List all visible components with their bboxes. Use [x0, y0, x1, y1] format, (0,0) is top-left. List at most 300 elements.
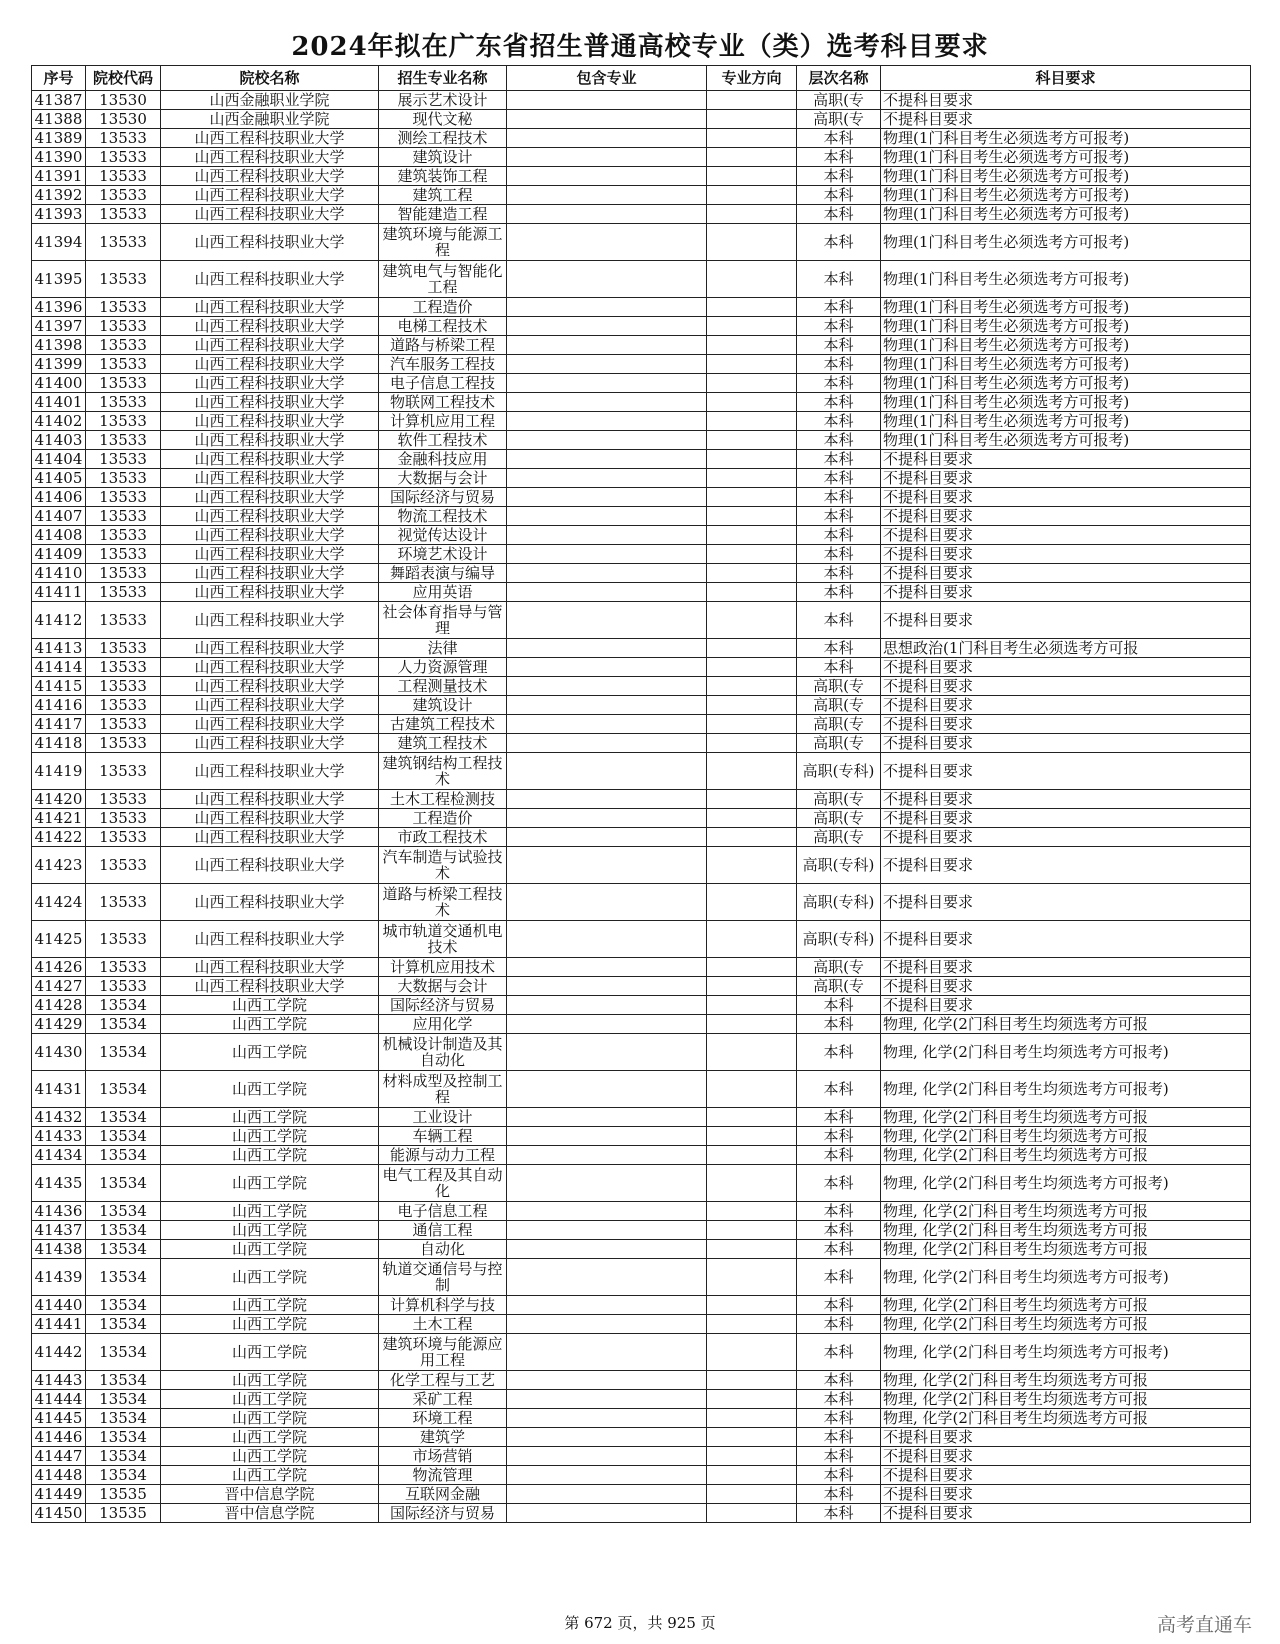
- major-name: 建筑环境与能源应用工程: [379, 1334, 507, 1371]
- table-row: [32, 374, 1251, 393]
- level-name: 本科: [797, 1015, 881, 1034]
- major-direction: [707, 1071, 797, 1108]
- major-name: 能源与动力工程: [379, 1146, 507, 1165]
- table-row: [32, 110, 1251, 129]
- included-majors: [507, 1447, 707, 1466]
- row-number: 41389: [32, 129, 86, 148]
- major-name: 智能建造工程: [379, 205, 507, 224]
- major-direction: [707, 129, 797, 148]
- table-row: [32, 224, 1251, 261]
- included-majors: [507, 374, 707, 393]
- level-name: 高职(专科): [797, 921, 881, 958]
- subject-requirement: 不提科目要求: [881, 91, 1251, 110]
- table-row: [32, 1371, 1251, 1390]
- school-name: 山西工程科技职业大学: [161, 507, 379, 526]
- included-majors: [507, 261, 707, 298]
- major-name: 建筑钢结构工程技术: [379, 753, 507, 790]
- included-majors: [507, 431, 707, 450]
- row-number: 41450: [32, 1504, 86, 1523]
- school-code: 13534: [86, 1371, 161, 1390]
- school-name: 山西工程科技职业大学: [161, 355, 379, 374]
- watermark-label: 高考直通车: [1156, 1614, 1252, 1636]
- table-row: [32, 677, 1251, 696]
- school-name: 山西工程科技职业大学: [161, 715, 379, 734]
- school-code: 13534: [86, 1428, 161, 1447]
- table-row: [32, 450, 1251, 469]
- included-majors: [507, 809, 707, 828]
- table-row: [32, 1485, 1251, 1504]
- major-direction: [707, 1259, 797, 1296]
- included-majors: [507, 1466, 707, 1485]
- level-name: 本科: [797, 1240, 881, 1259]
- school-code: 13533: [86, 167, 161, 186]
- major-name: 土木工程检测技: [379, 790, 507, 809]
- level-name: 高职(专: [797, 110, 881, 129]
- subject-requirement: 物理(1门科目考生必须选考方可报考): [881, 261, 1251, 298]
- table-row: [32, 1259, 1251, 1296]
- table-row: [32, 847, 1251, 884]
- included-majors: [507, 677, 707, 696]
- included-majors: [507, 1165, 707, 1202]
- school-code: 13534: [86, 1127, 161, 1146]
- major-direction: [707, 884, 797, 921]
- row-number: 41408: [32, 526, 86, 545]
- row-number: 41391: [32, 167, 86, 186]
- major-name: 建筑工程技术: [379, 734, 507, 753]
- included-majors: [507, 488, 707, 507]
- table-row: [32, 1108, 1251, 1127]
- level-name: 本科: [797, 1221, 881, 1240]
- included-majors: [507, 1409, 707, 1428]
- included-majors: [507, 1428, 707, 1447]
- row-number: 41447: [32, 1447, 86, 1466]
- school-name: 山西工程科技职业大学: [161, 526, 379, 545]
- school-name: 山西工程科技职业大学: [161, 317, 379, 336]
- school-name: 山西工学院: [161, 1240, 379, 1259]
- major-direction: [707, 715, 797, 734]
- subject-requirement: 物理, 化学(2门科目考生均须选考方可报: [881, 1371, 1251, 1390]
- level-name: 本科: [797, 583, 881, 602]
- school-name: 山西工学院: [161, 1127, 379, 1146]
- subject-requirement: 物理(1门科目考生必须选考方可报考): [881, 412, 1251, 431]
- table-row: [32, 317, 1251, 336]
- row-number: 41411: [32, 583, 86, 602]
- included-majors: [507, 696, 707, 715]
- row-number: 41414: [32, 658, 86, 677]
- school-name: 山西工程科技职业大学: [161, 828, 379, 847]
- major-name: 物流工程技术: [379, 507, 507, 526]
- school-name: 山西工程科技职业大学: [161, 696, 379, 715]
- level-name: 本科: [797, 1466, 881, 1485]
- subject-requirement: 物理, 化学(2门科目考生均须选考方可报: [881, 1015, 1251, 1034]
- subject-requirement: 不提科目要求: [881, 564, 1251, 583]
- school-code: 13533: [86, 261, 161, 298]
- school-name: 山西工学院: [161, 1259, 379, 1296]
- major-direction: [707, 148, 797, 167]
- subject-requirement: 不提科目要求: [881, 526, 1251, 545]
- table-row: [32, 1221, 1251, 1240]
- school-name: 山西工程科技职业大学: [161, 393, 379, 412]
- major-direction: [707, 564, 797, 583]
- row-number: 41396: [32, 298, 86, 317]
- level-name: 本科: [797, 374, 881, 393]
- major-name: 采矿工程: [379, 1390, 507, 1409]
- included-majors: [507, 996, 707, 1015]
- table-row: [32, 639, 1251, 658]
- subject-requirement: 物理(1门科目考生必须选考方可报考): [881, 224, 1251, 261]
- included-majors: [507, 1071, 707, 1108]
- column-header: 院校名称: [161, 66, 379, 91]
- row-number: 41436: [32, 1202, 86, 1221]
- school-name: 山西金融职业学院: [161, 110, 379, 129]
- included-majors: [507, 186, 707, 205]
- column-header: 招生专业名称: [379, 66, 507, 91]
- school-code: 13534: [86, 1240, 161, 1259]
- table-row: [32, 545, 1251, 564]
- included-majors: [507, 298, 707, 317]
- school-name: 山西工学院: [161, 1390, 379, 1409]
- major-name: 建筑工程: [379, 186, 507, 205]
- table-row: [32, 148, 1251, 167]
- row-number: 41415: [32, 677, 86, 696]
- table-row: [32, 1071, 1251, 1108]
- school-code: 13533: [86, 545, 161, 564]
- school-code: 13533: [86, 317, 161, 336]
- major-name: 应用英语: [379, 583, 507, 602]
- school-code: 13533: [86, 958, 161, 977]
- major-direction: [707, 412, 797, 431]
- school-code: 13533: [86, 129, 161, 148]
- table-row: [32, 412, 1251, 431]
- major-direction: [707, 639, 797, 658]
- table-row: [32, 431, 1251, 450]
- major-direction: [707, 298, 797, 317]
- major-name: 大数据与会计: [379, 977, 507, 996]
- row-number: 41412: [32, 602, 86, 639]
- included-majors: [507, 1504, 707, 1523]
- school-code: 13533: [86, 921, 161, 958]
- included-majors: [507, 583, 707, 602]
- subject-requirement: 物理(1门科目考生必须选考方可报考): [881, 298, 1251, 317]
- level-name: 本科: [797, 1334, 881, 1371]
- table-row: [32, 205, 1251, 224]
- major-direction: [707, 450, 797, 469]
- major-direction: [707, 677, 797, 696]
- row-number: 41426: [32, 958, 86, 977]
- column-header: 序号: [32, 66, 86, 91]
- major-direction: [707, 1202, 797, 1221]
- major-name: 建筑设计: [379, 696, 507, 715]
- table-row: [32, 393, 1251, 412]
- level-name: 本科: [797, 1447, 881, 1466]
- subject-requirement: 物理, 化学(2门科目考生均须选考方可报: [881, 1146, 1251, 1165]
- table-row: [32, 167, 1251, 186]
- level-name: 本科: [797, 1127, 881, 1146]
- school-code: 13534: [86, 1015, 161, 1034]
- level-name: 本科: [797, 450, 881, 469]
- column-header: 层次名称: [797, 66, 881, 91]
- row-number: 41400: [32, 374, 86, 393]
- major-direction: [707, 186, 797, 205]
- school-name: 山西工学院: [161, 1315, 379, 1334]
- major-name: 互联网金融: [379, 1485, 507, 1504]
- school-name: 山西工程科技职业大学: [161, 412, 379, 431]
- level-name: 本科: [797, 1504, 881, 1523]
- subject-requirement: 物理, 化学(2门科目考生均须选考方可报考): [881, 1034, 1251, 1071]
- level-name: 本科: [797, 205, 881, 224]
- subject-requirement: 物理, 化学(2门科目考生均须选考方可报: [881, 1108, 1251, 1127]
- school-code: 13534: [86, 1165, 161, 1202]
- school-code: 13534: [86, 1202, 161, 1221]
- major-name: 国际经济与贸易: [379, 1504, 507, 1523]
- subject-requirement: 不提科目要求: [881, 790, 1251, 809]
- major-name: 大数据与会计: [379, 469, 507, 488]
- school-code: 13534: [86, 1108, 161, 1127]
- row-number: 41443: [32, 1371, 86, 1390]
- school-code: 13530: [86, 91, 161, 110]
- school-code: 13533: [86, 658, 161, 677]
- table-row: [32, 977, 1251, 996]
- major-direction: [707, 1108, 797, 1127]
- major-direction: [707, 1334, 797, 1371]
- subject-requirement: 物理(1门科目考生必须选考方可报考): [881, 186, 1251, 205]
- major-name: 市政工程技术: [379, 828, 507, 847]
- major-name: 物流管理: [379, 1466, 507, 1485]
- table-row: [32, 526, 1251, 545]
- school-name: 山西工程科技职业大学: [161, 545, 379, 564]
- subject-requirement: 物理(1门科目考生必须选考方可报考): [881, 317, 1251, 336]
- page-footer: 第 672 页，共 925 页: [564, 1614, 716, 1632]
- school-code: 13533: [86, 393, 161, 412]
- table-row: [32, 1202, 1251, 1221]
- school-code: 13533: [86, 148, 161, 167]
- major-name: 视觉传达设计: [379, 526, 507, 545]
- subject-requirement: 物理, 化学(2门科目考生均须选考方可报: [881, 1221, 1251, 1240]
- major-name: 机械设计制造及其自动化: [379, 1034, 507, 1071]
- level-name: 本科: [797, 336, 881, 355]
- table-row: [32, 958, 1251, 977]
- major-name: 道路与桥梁工程技术: [379, 884, 507, 921]
- table-row: [32, 1015, 1251, 1034]
- subject-requirement: 不提科目要求: [881, 696, 1251, 715]
- school-code: 13533: [86, 734, 161, 753]
- included-majors: [507, 1334, 707, 1371]
- table-row: [32, 1127, 1251, 1146]
- row-number: 41428: [32, 996, 86, 1015]
- row-number: 41442: [32, 1334, 86, 1371]
- school-code: 13533: [86, 564, 161, 583]
- subject-requirement: 不提科目要求: [881, 996, 1251, 1015]
- included-majors: [507, 753, 707, 790]
- major-direction: [707, 1390, 797, 1409]
- school-code: 13533: [86, 977, 161, 996]
- major-direction: [707, 1315, 797, 1334]
- major-direction: [707, 1409, 797, 1428]
- major-direction: [707, 355, 797, 374]
- included-majors: [507, 715, 707, 734]
- school-name: 山西工程科技职业大学: [161, 129, 379, 148]
- school-name: 山西工程科技职业大学: [161, 958, 379, 977]
- row-number: 41437: [32, 1221, 86, 1240]
- school-name: 山西工程科技职业大学: [161, 488, 379, 507]
- school-name: 山西工程科技职业大学: [161, 205, 379, 224]
- row-number: 41445: [32, 1409, 86, 1428]
- level-name: 本科: [797, 526, 881, 545]
- major-name: 建筑环境与能源工程: [379, 224, 507, 261]
- school-code: 13534: [86, 1221, 161, 1240]
- level-name: 本科: [797, 129, 881, 148]
- level-name: 本科: [797, 1390, 881, 1409]
- row-number: 41444: [32, 1390, 86, 1409]
- subject-requirement: 物理(1门科目考生必须选考方可报考): [881, 129, 1251, 148]
- table-row: [32, 753, 1251, 790]
- major-direction: [707, 507, 797, 526]
- level-name: 本科: [797, 1485, 881, 1504]
- major-direction: [707, 847, 797, 884]
- subject-requirement: 不提科目要求: [881, 715, 1251, 734]
- subject-requirement: 物理(1门科目考生必须选考方可报考): [881, 393, 1251, 412]
- major-name: 古建筑工程技术: [379, 715, 507, 734]
- school-name: 山西工学院: [161, 1108, 379, 1127]
- included-majors: [507, 129, 707, 148]
- row-number: 41427: [32, 977, 86, 996]
- table-row: [32, 336, 1251, 355]
- school-code: 13533: [86, 526, 161, 545]
- subject-requirement: 不提科目要求: [881, 602, 1251, 639]
- major-name: 电梯工程技术: [379, 317, 507, 336]
- row-number: 41422: [32, 828, 86, 847]
- included-majors: [507, 884, 707, 921]
- subject-requirement: 不提科目要求: [881, 507, 1251, 526]
- school-name: 山西金融职业学院: [161, 91, 379, 110]
- subject-requirement: 物理, 化学(2门科目考生均须选考方可报: [881, 1390, 1251, 1409]
- included-majors: [507, 1108, 707, 1127]
- school-name: 山西工学院: [161, 996, 379, 1015]
- subject-requirement: 不提科目要求: [881, 958, 1251, 977]
- school-code: 13534: [86, 1296, 161, 1315]
- school-name: 山西工程科技职业大学: [161, 374, 379, 393]
- row-number: 41410: [32, 564, 86, 583]
- major-direction: [707, 431, 797, 450]
- table-row: [32, 828, 1251, 847]
- school-name: 山西工学院: [161, 1071, 379, 1108]
- school-name: 晋中信息学院: [161, 1504, 379, 1523]
- major-direction: [707, 1221, 797, 1240]
- row-number: 41421: [32, 809, 86, 828]
- table-row: [32, 1165, 1251, 1202]
- school-code: 13534: [86, 1390, 161, 1409]
- major-name: 道路与桥梁工程: [379, 336, 507, 355]
- level-name: 本科: [797, 431, 881, 450]
- level-name: 本科: [797, 564, 881, 583]
- table-row: [32, 1146, 1251, 1165]
- included-majors: [507, 1315, 707, 1334]
- included-majors: [507, 393, 707, 412]
- major-name: 测绘工程技术: [379, 129, 507, 148]
- school-name: 山西工程科技职业大学: [161, 261, 379, 298]
- school-code: 13534: [86, 1466, 161, 1485]
- school-code: 13533: [86, 677, 161, 696]
- row-number: 41405: [32, 469, 86, 488]
- subject-requirement: 不提科目要求: [881, 545, 1251, 564]
- table-row: [32, 1296, 1251, 1315]
- major-direction: [707, 488, 797, 507]
- major-name: 建筑学: [379, 1428, 507, 1447]
- table-row: [32, 186, 1251, 205]
- column-header: 专业方向: [707, 66, 797, 91]
- major-direction: [707, 167, 797, 186]
- level-name: 本科: [797, 1296, 881, 1315]
- table-row: [32, 298, 1251, 317]
- major-direction: [707, 996, 797, 1015]
- row-number: 41420: [32, 790, 86, 809]
- major-name: 法律: [379, 639, 507, 658]
- major-direction: [707, 336, 797, 355]
- level-name: 本科: [797, 1315, 881, 1334]
- school-name: 山西工程科技职业大学: [161, 921, 379, 958]
- school-code: 13533: [86, 583, 161, 602]
- school-name: 山西工程科技职业大学: [161, 809, 379, 828]
- included-majors: [507, 317, 707, 336]
- subject-requirement: 物理(1门科目考生必须选考方可报考): [881, 431, 1251, 450]
- row-number: 41418: [32, 734, 86, 753]
- level-name: 本科: [797, 602, 881, 639]
- included-majors: [507, 336, 707, 355]
- major-direction: [707, 317, 797, 336]
- table-row: [32, 1447, 1251, 1466]
- school-code: 13534: [86, 1447, 161, 1466]
- subject-requirement: 不提科目要求: [881, 847, 1251, 884]
- level-name: 本科: [797, 545, 881, 564]
- school-name: 山西工学院: [161, 1165, 379, 1202]
- level-name: 本科: [797, 412, 881, 431]
- school-name: 山西工程科技职业大学: [161, 677, 379, 696]
- school-code: 13533: [86, 696, 161, 715]
- table-row: [32, 1504, 1251, 1523]
- table-row: [32, 809, 1251, 828]
- school-code: 13533: [86, 374, 161, 393]
- level-name: 高职(专: [797, 790, 881, 809]
- row-number: 41398: [32, 336, 86, 355]
- major-name: 工程测量技术: [379, 677, 507, 696]
- major-name: 现代文秘: [379, 110, 507, 129]
- included-majors: [507, 828, 707, 847]
- major-name: 自动化: [379, 1240, 507, 1259]
- level-name: 本科: [797, 1034, 881, 1071]
- major-direction: [707, 583, 797, 602]
- major-direction: [707, 1447, 797, 1466]
- school-name: 山西工学院: [161, 1447, 379, 1466]
- major-direction: [707, 1428, 797, 1447]
- major-name: 物联网工程技术: [379, 393, 507, 412]
- major-direction: [707, 261, 797, 298]
- included-majors: [507, 564, 707, 583]
- major-name: 通信工程: [379, 1221, 507, 1240]
- included-majors: [507, 450, 707, 469]
- row-number: 41433: [32, 1127, 86, 1146]
- included-majors: [507, 921, 707, 958]
- table-row: [32, 129, 1251, 148]
- subject-requirement: 物理, 化学(2门科目考生均须选考方可报考): [881, 1334, 1251, 1371]
- table-row: [32, 488, 1251, 507]
- school-code: 13533: [86, 355, 161, 374]
- school-name: 山西工学院: [161, 1146, 379, 1165]
- major-name: 汽车服务工程技: [379, 355, 507, 374]
- school-name: 山西工程科技职业大学: [161, 583, 379, 602]
- subject-requirement: 不提科目要求: [881, 828, 1251, 847]
- school-code: 13533: [86, 847, 161, 884]
- level-name: 本科: [797, 224, 881, 261]
